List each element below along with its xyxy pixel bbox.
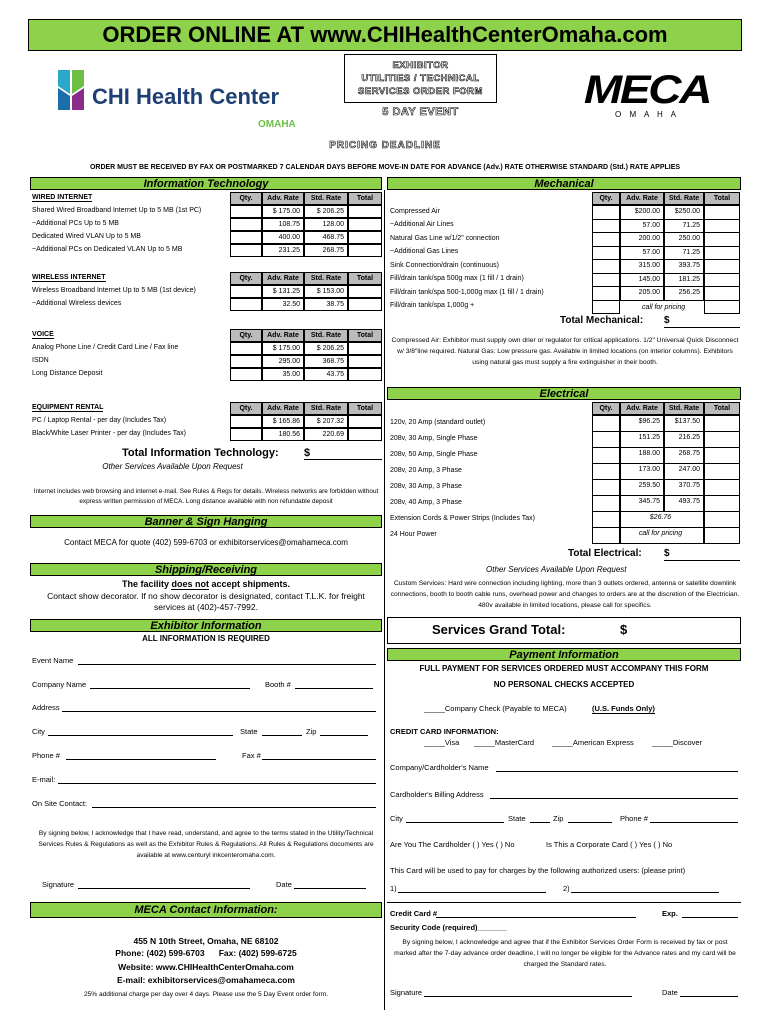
- card-number-field[interactable]: [436, 917, 636, 918]
- service-name: ~Additional Air Lines: [390, 221, 454, 229]
- deadline-rule: ORDER MUST BE RECEIVED BY FAX OR POSTMARKED 7 CALENDAR DAYS BEFORE MOVE-IN DATE FOR ADVANCE (Adv.) RATE OTHERWISE STANDARD (Std.) RATE APPLIES: [89, 164, 681, 171]
- pricing-deadline-heading: PRICING DEADLINE: [329, 140, 441, 151]
- service-name: Fill/drain tank/spa 1,000g +: [390, 302, 475, 310]
- zip-label: Zip: [306, 727, 317, 736]
- payment-date-label: Date: [662, 988, 678, 997]
- qty-field[interactable]: [592, 205, 620, 220]
- qty-field[interactable]: [592, 511, 620, 528]
- phone-label: Phone #: [32, 751, 60, 760]
- total-field[interactable]: [704, 259, 740, 274]
- service-name: 208v, 40 Amp, 3 Phase: [390, 499, 462, 506]
- shipping-does-not: does not: [171, 579, 209, 589]
- pay-phone-field[interactable]: [650, 822, 738, 823]
- shipping-line-1c: accept shipments.: [208, 579, 291, 589]
- std-rate: 493.75: [664, 495, 704, 512]
- std-rate: 43.75: [304, 368, 348, 381]
- amex-option[interactable]: _____American Express: [552, 738, 634, 747]
- service-name: ISDN: [32, 357, 49, 364]
- grand-total-dollar: $: [620, 622, 628, 637]
- service-name: Shared Wired Broadband Internet Up to 5 MB (1st PC): [32, 207, 202, 214]
- chi-logo-city: OMAHA: [258, 119, 296, 130]
- total-field[interactable]: [348, 244, 382, 257]
- booth-field[interactable]: [295, 688, 373, 689]
- mech-note: Compressed Air: Exhibitor must supply own drier or regulator for critical applications. 1/2" Universal Quick Disconnect w/ 3/8"line required. Natural Gas: Low pressure gas. Available in limited locations (on interior columns). Exhibitors using natural gas must supply a fire extinguisher in their booth.: [391, 337, 739, 366]
- it-section-header: Information Technology: [30, 177, 382, 190]
- elec-total-dollar: $: [664, 548, 670, 559]
- mech-total-dollar: $: [664, 315, 670, 326]
- qty-field[interactable]: [592, 447, 620, 464]
- payment-full: FULL PAYMENT FOR SERVICES ORDERED MUST ACCOMPANY THIS FORM: [419, 664, 709, 673]
- std-rate: $ 207.32: [304, 415, 348, 428]
- payment-signature-field[interactable]: [424, 996, 632, 997]
- banner-sign-contact: Contact MECA for quote (402) 599-6703 or exhibitorservices@omahameca.com: [64, 538, 348, 547]
- elec-total-line[interactable]: [664, 560, 740, 561]
- qty-field[interactable]: [230, 244, 262, 257]
- col-header-adv: Adv. Rate: [262, 329, 304, 342]
- adv-rate: 173.00: [620, 463, 664, 480]
- col-header-total: Total: [348, 329, 382, 342]
- form-title-line-2: UTILITIES / TECHNICAL: [361, 73, 480, 84]
- service-name: 208v, 30 Amp, Single Phase: [390, 435, 478, 442]
- qty-field[interactable]: [592, 259, 620, 274]
- city-label: City: [32, 727, 45, 736]
- total-field[interactable]: [348, 368, 382, 381]
- adv-rate: 32.50: [262, 298, 304, 311]
- total-field[interactable]: [704, 447, 740, 464]
- qty-field[interactable]: [230, 218, 262, 231]
- col-header-qty: Qty.: [592, 192, 620, 205]
- exhibitor-signature-label: Signature: [42, 880, 75, 889]
- qty-field[interactable]: [592, 219, 620, 234]
- pay-city-field[interactable]: [406, 822, 504, 823]
- rate-note: call for pricing: [620, 527, 704, 544]
- total-field[interactable]: [348, 205, 382, 218]
- card-number-label: Credit Card #: [390, 909, 438, 918]
- col-header-total: Total: [348, 192, 382, 205]
- state-field[interactable]: [262, 735, 302, 736]
- col-header-qty: Qty.: [230, 329, 262, 342]
- form-title-line-1: EXHIBITOR: [392, 60, 449, 71]
- column-divider: [384, 190, 385, 1010]
- mech-call-pricing: call for pricing: [642, 304, 686, 311]
- service-name: ~Additional Wireless devices: [32, 300, 122, 307]
- qty-field[interactable]: [230, 415, 262, 428]
- service-name: Extension Cords & Power Strips (Includes Tax): [390, 515, 535, 522]
- service-name: Wireless Broadband Internet Up to 5 MB (1st device): [32, 287, 196, 294]
- state-label: State: [240, 727, 258, 736]
- exp-field[interactable]: [682, 917, 738, 918]
- col-header-std: Std. Rate: [304, 329, 348, 342]
- meca-website: Website: www.CHIHealthCenterOmaha.com: [118, 962, 294, 972]
- std-rate: 468.75: [304, 231, 348, 244]
- adv-rate: $ 175.00: [262, 205, 304, 218]
- meca-five-day-note: 25% additional charge per day over 4 days. Please use the 5 Day Event order form.: [83, 991, 329, 998]
- qty-field[interactable]: [230, 298, 262, 311]
- qty-field[interactable]: [592, 273, 620, 288]
- qty-field[interactable]: [592, 431, 620, 448]
- col-header-qty: Qty.: [230, 192, 262, 205]
- std-rate: 393.75: [664, 259, 704, 274]
- col-header-std: Std. Rate: [304, 192, 348, 205]
- it-total-line[interactable]: [304, 459, 382, 460]
- col-header-qty: Qty.: [230, 402, 262, 415]
- total-field[interactable]: [704, 527, 740, 544]
- service-name: ~Additional PCs on Dedicated VLAN Up to 5 MB: [32, 246, 183, 253]
- adv-rate: 145.00: [620, 273, 664, 288]
- total-field[interactable]: [704, 286, 740, 301]
- are-you-cardholder[interactable]: Are You The Cardholder ( ) Yes ( ) No: [390, 840, 515, 849]
- total-field[interactable]: [348, 298, 382, 311]
- qty-field[interactable]: [230, 285, 262, 298]
- qty-field[interactable]: [592, 415, 620, 432]
- mech-total-label: Total Mechanical:: [560, 315, 644, 326]
- service-name: 120v, 20 Amp (standard outlet): [390, 419, 486, 426]
- qty-field[interactable]: [592, 495, 620, 512]
- col-header-total: Total: [704, 402, 740, 415]
- service-name: Analog Phone Line / Credit Card Line / Fax line: [32, 344, 179, 351]
- exhibitor-required: ALL INFORMATION IS REQUIRED: [142, 634, 270, 643]
- qty-field[interactable]: [592, 479, 620, 496]
- authorized-users-label: This Card will be used to pay for charges by the following authorized users: (please print): [390, 866, 686, 875]
- phone-field[interactable]: [66, 759, 216, 760]
- auth-user-1-label: 1): [390, 884, 397, 893]
- qty-field[interactable]: [592, 286, 620, 301]
- adv-rate: 345.75: [620, 495, 664, 512]
- payment-agreement: By signing below, I acknowledge and agree that if the Exhibitor Services Order Form is received by fax or post marked after the 7-day advance order deadline, I will no longer be eligible for the Advance rates and my card will be charged the Standard rates.: [394, 939, 736, 968]
- total-field[interactable]: [348, 342, 382, 355]
- service-name: Fill/drain tank/spa 500g max (1 fill / 1 drain): [390, 275, 524, 283]
- total-field[interactable]: [704, 232, 740, 247]
- onsite-contact-field[interactable]: [92, 807, 376, 808]
- total-field[interactable]: [704, 273, 740, 288]
- total-field[interactable]: [348, 231, 382, 244]
- qty-field[interactable]: [230, 368, 262, 381]
- it-other-services: Other Services Available Upon Request: [102, 462, 243, 471]
- company-name-field[interactable]: [90, 688, 250, 689]
- std-rate: 370.75: [664, 479, 704, 496]
- service-name: 24 Hour Power: [390, 531, 437, 538]
- adv-rate: 108.75: [262, 218, 304, 231]
- col-header-adv: Adv. Rate: [620, 402, 664, 415]
- qty-field[interactable]: [592, 527, 620, 544]
- col-header-std: Std. Rate: [664, 402, 704, 415]
- service-name: Compressed Air: [390, 207, 440, 215]
- elec-other-services: Other Services Available Upon Request: [486, 565, 627, 574]
- col-header-qty: Qty.: [592, 402, 620, 415]
- total-field[interactable]: [704, 431, 740, 448]
- col-header-adv: Adv. Rate: [620, 192, 664, 205]
- mech-total-line[interactable]: [664, 327, 740, 328]
- meca-logo-text: MECA: [583, 68, 711, 112]
- std-rate: $ 206.25: [304, 342, 348, 355]
- cc-info-label: CREDIT CARD INFORMATION:: [390, 727, 499, 736]
- col-header-total: Total: [348, 402, 382, 415]
- adv-rate: 315.00: [620, 259, 664, 274]
- auth-user-1-field[interactable]: [398, 892, 546, 893]
- chi-logo-text: CHI Health Center: [92, 84, 280, 109]
- std-rate: $137.50: [664, 415, 704, 432]
- adv-rate: $200.00: [620, 205, 664, 220]
- std-rate: 268.75: [664, 447, 704, 464]
- col-header-total: Total: [704, 192, 740, 205]
- qty-field[interactable]: [230, 428, 262, 441]
- pay-city-label: City: [390, 814, 403, 823]
- adv-rate: 57.00: [620, 219, 664, 234]
- email-label: E-mail:: [32, 775, 56, 784]
- service-name: Fill/drain tank/spa 500-1,000g max (1 fill / 1 drain): [390, 288, 544, 296]
- std-rate: $ 206.25: [304, 205, 348, 218]
- elec-total-label: Total Electrical:: [568, 548, 642, 559]
- total-field[interactable]: [348, 415, 382, 428]
- col-header-std: Std. Rate: [304, 272, 348, 285]
- address-label: Address: [32, 703, 60, 712]
- shipping-line-2: Contact show decorator. If no show decorator is designated, contact T.L.K. for freight services at (402)-457-7992.: [47, 591, 365, 612]
- col-header-std: Std. Rate: [664, 192, 704, 205]
- adv-rate: 57.00: [620, 246, 664, 261]
- std-rate: 181.25: [664, 273, 704, 288]
- total-field[interactable]: [348, 428, 382, 441]
- exp-label: Exp.: [662, 909, 678, 918]
- event-name-label: Event Name: [32, 656, 74, 665]
- exhibitor-info-header: Exhibitor Information: [30, 619, 382, 632]
- qty-field[interactable]: [230, 205, 262, 218]
- meca-logo: [582, 70, 712, 125]
- std-rate: 216.25: [664, 431, 704, 448]
- qty-field[interactable]: [230, 355, 262, 368]
- payment-date-field[interactable]: [680, 996, 738, 997]
- adv-rate: 188.00: [620, 447, 664, 464]
- meca-address: 455 N 10th Street, Omaha, NE 68102: [133, 936, 279, 946]
- exhibitor-signature-field[interactable]: [78, 888, 250, 889]
- pay-phone-label: Phone #: [620, 814, 648, 823]
- total-field[interactable]: [704, 495, 740, 512]
- corporate-card[interactable]: Is This a Corporate Card ( ) Yes ( ) No: [546, 840, 673, 849]
- total-field[interactable]: [704, 463, 740, 480]
- total-field[interactable]: [348, 355, 382, 368]
- visa-option[interactable]: _____Visa: [424, 738, 460, 747]
- total-field[interactable]: [704, 205, 740, 220]
- total-field[interactable]: [704, 246, 740, 261]
- cardholder-name-label: Company/Cardholder's Name: [390, 763, 489, 772]
- adv-rate: $96.25: [620, 415, 664, 432]
- banner-sign-header: Banner & Sign Hanging: [30, 515, 382, 528]
- rate-note: $26.76: [620, 511, 704, 528]
- cardholder-name-field[interactable]: [496, 771, 738, 772]
- service-name: Sink Connection/drain (continuous): [390, 261, 499, 269]
- billing-address-label: Cardholder's Billing Address: [390, 790, 484, 799]
- fax-field[interactable]: [262, 759, 376, 760]
- pay-state-field[interactable]: [530, 822, 550, 823]
- col-header-adv: Adv. Rate: [262, 272, 304, 285]
- exhibitor-agreement: By signing below, I acknowledge that I have read, understand, and agree to the terms stated in the Utility/Technical Services Rules & Regulations as well as the Exhibitor Rules & Regulations. All Rules & Regulations documents are available at www.centuryl inkcenteromaha.com.: [38, 830, 374, 859]
- std-rate: 247.00: [664, 463, 704, 480]
- form-title-block: [344, 54, 497, 119]
- fax-label: Fax #: [242, 751, 261, 760]
- equipment-rental-label: EQUIPMENT RENTAL: [32, 404, 104, 411]
- pay-zip-label: Zip: [553, 814, 564, 823]
- meca-logo-city: O M A H A: [615, 110, 679, 119]
- std-rate: 71.25: [664, 246, 704, 261]
- shipping-line-1a: The facility: [121, 579, 172, 589]
- meca-email: E-mail: exhibitorservices@omahameca.com: [117, 975, 295, 985]
- zip-field[interactable]: [320, 735, 368, 736]
- adv-rate: 205.00: [620, 286, 664, 301]
- adv-rate: $ 165.86: [262, 415, 304, 428]
- exhibitor-date-label: Date: [276, 880, 292, 889]
- shipping-line-1: [30, 579, 382, 589]
- it-total-dollar: $: [304, 447, 311, 459]
- booth-label: Booth #: [265, 680, 291, 689]
- std-rate: 250.00: [664, 232, 704, 247]
- payment-signature-label: Signature: [390, 988, 423, 997]
- qty-field[interactable]: [592, 463, 620, 480]
- meca-contact-header: MECA Contact Information:: [30, 902, 382, 918]
- std-rate: 268.75: [304, 244, 348, 257]
- adv-rate: 151.25: [620, 431, 664, 448]
- auth-user-2-label: 2): [563, 884, 570, 893]
- wireless-internet-label: WIRELESS INTERNET: [32, 274, 106, 281]
- col-header-adv: Adv. Rate: [262, 402, 304, 415]
- std-rate: 256.25: [664, 286, 704, 301]
- voice-label: VOICE: [32, 331, 54, 338]
- us-funds-only: (U.S. Funds Only): [592, 704, 655, 713]
- shipping-header: Shipping/Receiving: [30, 563, 382, 576]
- qty-field[interactable]: [592, 246, 620, 261]
- service-name: Long Distance Deposit: [32, 370, 103, 377]
- order-online-banner: ORDER ONLINE AT www.CHIHealthCenterOmaha.com: [28, 19, 742, 51]
- qty-field[interactable]: [230, 231, 262, 244]
- adv-rate: 180.56: [262, 428, 304, 441]
- std-rate: 368.75: [304, 355, 348, 368]
- service-name: Dedicated Wired VLAN Up to 5 MB: [32, 233, 141, 240]
- total-field[interactable]: [704, 300, 740, 315]
- onsite-contact-label: On Site Contact:: [32, 799, 88, 808]
- total-field[interactable]: [704, 415, 740, 432]
- service-name: ~Additional Gas Lines: [390, 248, 459, 256]
- address-field[interactable]: [62, 711, 376, 712]
- billing-address-field[interactable]: [490, 798, 738, 799]
- meca-phone-fax: Phone: (402) 599-6703 Fax: (402) 599-6725: [115, 948, 297, 958]
- payment-divider: [387, 902, 741, 903]
- mechanical-section-header: Mechanical: [387, 177, 741, 190]
- pay-zip-field[interactable]: [568, 822, 612, 823]
- form-title-line-3: SERVICES ORDER FORM: [358, 86, 483, 97]
- elec-note: Custom Services: Hard wire connection including lighting, more than 3 outlets ordered, antenna or satellite downlink connections, booth to booth cable runs, overhead power and changes to orders are at the discretion of the Electrician. 480v available in limited locations, please call for specifics.: [390, 580, 740, 609]
- security-code-label[interactable]: Security Code (required)_______: [390, 923, 507, 932]
- std-rate: 220.69: [304, 428, 348, 441]
- service-name: 208v, 20 Amp, 3 Phase: [390, 467, 462, 474]
- mastercard-option[interactable]: _____MasterCard: [474, 738, 535, 747]
- event-name-field[interactable]: [78, 664, 376, 665]
- company-check-option[interactable]: _____Company Check (Payable to MECA): [424, 704, 567, 713]
- auth-user-2-field[interactable]: [571, 892, 719, 893]
- service-name: 208v, 30 Amp, 3 Phase: [390, 483, 462, 490]
- city-field[interactable]: [48, 735, 233, 736]
- qty-field[interactable]: [592, 300, 620, 315]
- adv-rate: 231.25: [262, 244, 304, 257]
- it-total-label: Total Information Technology:: [122, 447, 279, 459]
- service-name: 208v, 50 Amp, Single Phase: [390, 451, 478, 458]
- std-rate: 128.00: [304, 218, 348, 231]
- service-name: PC / Laptop Rental - per day (Includes Tax): [32, 417, 167, 424]
- adv-rate: 400.00: [262, 231, 304, 244]
- chi-health-center-logo: [50, 64, 300, 134]
- pay-state-label: State: [508, 814, 526, 823]
- std-rate: $250.00: [664, 205, 704, 220]
- col-header-qty: Qty.: [230, 272, 262, 285]
- adv-rate: 200.00: [620, 232, 664, 247]
- std-rate: $ 153.00: [304, 285, 348, 298]
- adv-rate: 295.00: [262, 355, 304, 368]
- wired-internet-label: WIRED INTERNET: [32, 194, 93, 201]
- adv-rate: $ 131.25: [262, 285, 304, 298]
- five-day-event: 5 DAY EVENT: [382, 106, 459, 118]
- total-field[interactable]: [704, 219, 740, 234]
- total-field[interactable]: [348, 285, 382, 298]
- it-note: Internet includes web browsing and internet e-mail. See Rules & Regs for details. Wireless networks are forbidden without express written permission of MECA. Long distance available with non refundable deposit: [33, 488, 379, 505]
- adv-rate: $ 175.00: [262, 342, 304, 355]
- std-rate: 71.25: [664, 219, 704, 234]
- col-header-total: Total: [348, 272, 382, 285]
- adv-rate: 35.00: [262, 368, 304, 381]
- service-name: Black/White Laser Printer - per day (Includes Tax): [32, 430, 186, 437]
- col-header-adv: Adv. Rate: [262, 192, 304, 205]
- grand-total-label: Services Grand Total:: [432, 622, 566, 637]
- adv-rate: 259.50: [620, 479, 664, 496]
- company-name-label: Company Name: [32, 680, 87, 689]
- discover-option[interactable]: _____Discover: [652, 738, 703, 747]
- total-field[interactable]: [704, 479, 740, 496]
- total-field[interactable]: [348, 218, 382, 231]
- std-rate: 38.75: [304, 298, 348, 311]
- col-header-std: Std. Rate: [304, 402, 348, 415]
- total-field[interactable]: [704, 511, 740, 528]
- payment-no-checks: NO PERSONAL CHECKS ACCEPTED: [493, 680, 635, 689]
- email-field[interactable]: [58, 783, 376, 784]
- qty-field[interactable]: [592, 232, 620, 247]
- exhibitor-date-field[interactable]: [294, 888, 366, 889]
- service-name: Natural Gas Line w/1/2" connection: [390, 234, 500, 242]
- service-name: ~Additional PCs Up to 5 MB: [32, 220, 119, 227]
- electrical-section-header: Electrical: [387, 387, 741, 400]
- qty-field[interactable]: [230, 342, 262, 355]
- payment-header: Payment Information: [387, 648, 741, 661]
